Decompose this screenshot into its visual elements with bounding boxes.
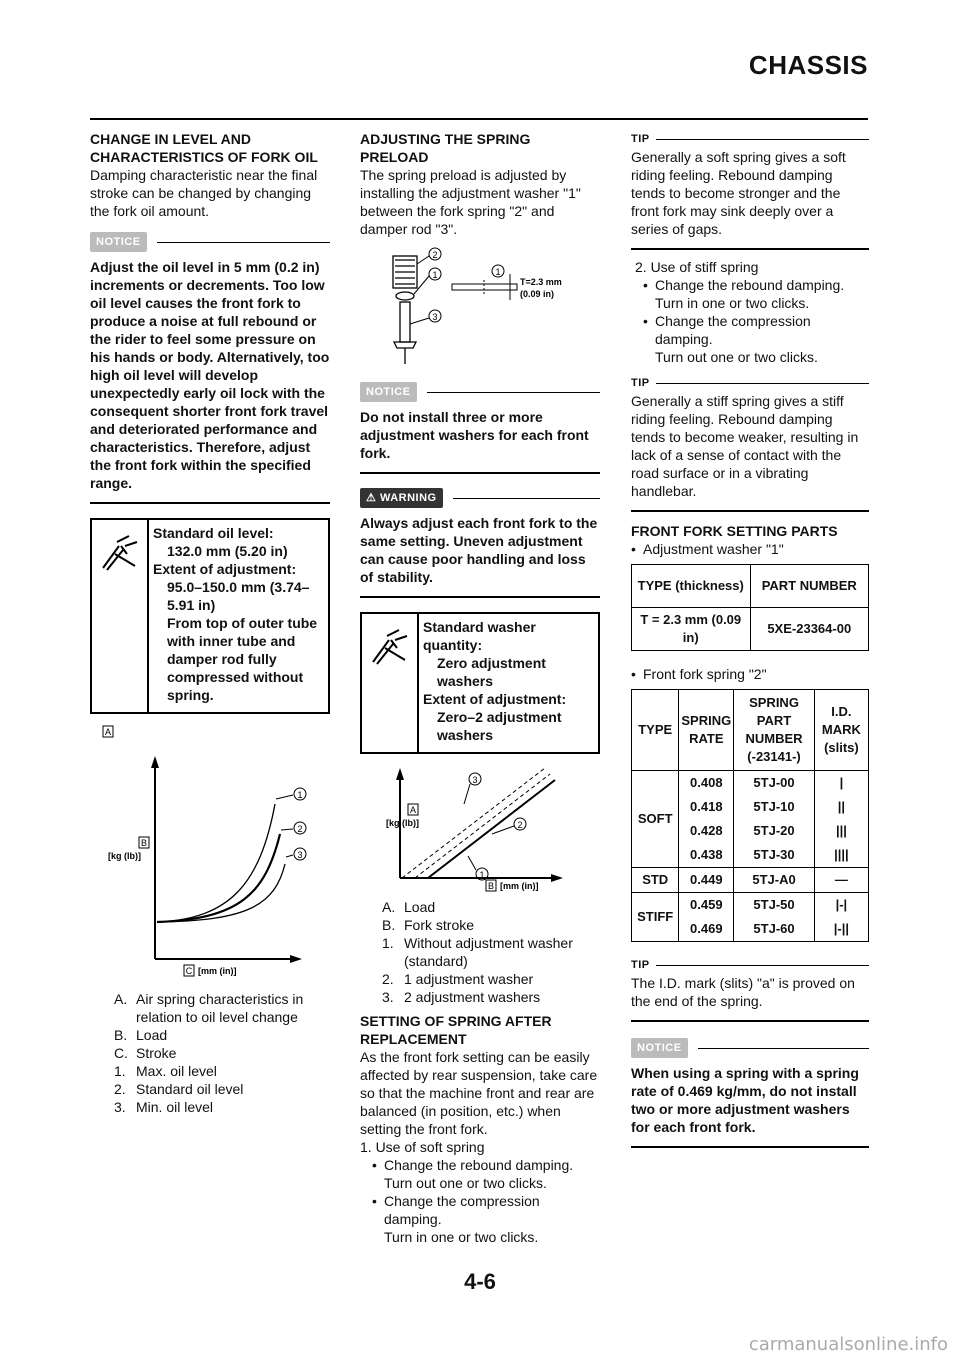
y-axis-label: [kg (lb)] bbox=[386, 818, 419, 828]
tip-label: TIP bbox=[631, 377, 650, 389]
notice-line bbox=[698, 1048, 869, 1049]
tip-label: TIP bbox=[631, 959, 650, 971]
notice-header bbox=[631, 1038, 869, 1058]
warning-badge: ⚠ WARNING bbox=[360, 488, 443, 508]
legend-item: 1. Max. oil level bbox=[114, 1063, 217, 1079]
bullet-item: • Front fork spring "2" bbox=[631, 666, 767, 682]
spec-line: From top of outer tube with inner tube and damper rod fully compressed without spring. bbox=[167, 615, 318, 703]
notice-rule bbox=[360, 472, 600, 474]
notice-box bbox=[631, 1038, 869, 1148]
column-2 bbox=[360, 130, 600, 1246]
warning-text: Always adjust each front fork to the same setting. Uneven adjustment can cause poor handling and loss of stability. bbox=[360, 515, 598, 585]
notice-rule bbox=[631, 1146, 869, 1148]
preload-figure bbox=[360, 766, 600, 892]
tip-line bbox=[656, 139, 869, 140]
section-heading: ADJUSTING THE SPRING PRELOAD bbox=[360, 131, 531, 165]
callout-1: 1 bbox=[297, 790, 303, 800]
table-header: TYPE (thickness) bbox=[632, 565, 751, 608]
section-heading: CHANGE IN LEVEL AND CHARACTERISTICS OF FORK OIL bbox=[90, 131, 318, 165]
callout-3: 3 bbox=[297, 850, 303, 860]
oil-level-figure bbox=[90, 724, 330, 980]
table-header: PART NUMBER bbox=[750, 565, 869, 608]
tip-box bbox=[631, 956, 869, 1022]
bullet-item: • Change the compression damping. bbox=[643, 313, 811, 347]
callout-3: 3 bbox=[432, 312, 438, 322]
table-header: I.D. MARK (slits) bbox=[814, 690, 868, 771]
spec-line: Extent of adjustment: bbox=[153, 561, 297, 577]
washer-diagram bbox=[360, 244, 600, 370]
tip-header bbox=[631, 130, 869, 148]
spec-box bbox=[360, 612, 600, 754]
bullet-item: • Change the compression damping. bbox=[372, 1193, 540, 1227]
notice-rule bbox=[90, 502, 330, 504]
callout-2: 2 bbox=[297, 824, 303, 834]
tip-line bbox=[656, 383, 869, 384]
spec-line: 132.0 mm (5.20 in) bbox=[167, 543, 288, 559]
washer-table bbox=[631, 564, 869, 651]
x-axis-label: [mm (in)] bbox=[198, 966, 237, 976]
thickness-label: T=2.3 mm bbox=[520, 277, 562, 287]
section-intro: The spring preload is adjusted by installing the adjustment washer "1" between the fork spring "2" and damper rod "3". bbox=[360, 167, 581, 237]
notice-box bbox=[360, 382, 600, 474]
table-row: STD 0.449 5TJ-A0 — bbox=[632, 868, 869, 893]
table-header: SPRING RATE bbox=[679, 690, 734, 771]
notice-text: When using a spring with a spring rate of 0.469 kg/mm, do not install two or more adjustment washers for each front fork. bbox=[631, 1065, 859, 1135]
bullet-item: • Adjustment washer "1" bbox=[631, 541, 784, 557]
legend-item: B. Fork stroke bbox=[382, 917, 475, 933]
bullet-sub: Turn out one or two clicks. bbox=[384, 1175, 547, 1191]
tip-text: The I.D. mark (slits) "a" is proved on the end of the spring. bbox=[631, 975, 855, 1009]
figure-legend bbox=[90, 990, 330, 1116]
legend-item: A. Load bbox=[382, 899, 436, 915]
tip-rule bbox=[631, 1020, 869, 1022]
legend-item: 2. 1 adjustment washer bbox=[382, 971, 534, 987]
table-cell: T = 2.3 mm (0.09 in) bbox=[632, 608, 751, 651]
tag-a: A bbox=[409, 805, 417, 815]
step-bullets bbox=[631, 276, 869, 366]
bullet-sub: Turn out one or two clicks. bbox=[655, 349, 818, 365]
callout-3: 3 bbox=[472, 775, 478, 785]
bullet-item: • Change the rebound damping. bbox=[372, 1157, 574, 1173]
spec-line: Extent of adjustment: bbox=[423, 691, 567, 707]
spec-body bbox=[419, 614, 598, 752]
legend-item: 1. Without adjustment washer (standard) bbox=[382, 935, 573, 969]
oil-level-graph bbox=[90, 724, 330, 980]
tag-c: C bbox=[185, 966, 193, 976]
table-header: TYPE bbox=[632, 690, 679, 771]
section-heading: SETTING OF SPRING AFTER REPLACEMENT bbox=[360, 1013, 552, 1047]
step-item: 1. Use of soft spring bbox=[360, 1139, 485, 1155]
column-3 bbox=[631, 130, 869, 1148]
bullet-sub: Turn in one or two clicks. bbox=[384, 1229, 539, 1245]
notice-line bbox=[427, 392, 600, 393]
washer-figure bbox=[360, 244, 600, 370]
section-intro: Damping characteristic near the final stroke can be changed by changing the fork oil amount. bbox=[90, 167, 318, 219]
tip-text: Generally a soft spring gives a soft riding feeling. Rebound damping tends to become stronger and the front fork may sink deeply over a series of gaps. bbox=[631, 149, 846, 237]
table-row: STIFF 0.459 5TJ-50 |-| bbox=[632, 893, 869, 918]
notice-header bbox=[90, 232, 330, 252]
spec-line: 95.0–150.0 mm (3.74–5.91 in) bbox=[167, 579, 310, 613]
figure-legend bbox=[360, 898, 600, 1006]
callout-1b: 1 bbox=[495, 267, 501, 277]
spec-line: Zero adjustment washers bbox=[437, 655, 546, 689]
spec-line: Standard washer quantity: bbox=[423, 619, 536, 653]
header-rule bbox=[90, 118, 868, 120]
tip-box bbox=[631, 130, 869, 250]
spring-table bbox=[631, 689, 869, 942]
step-item: 2. Use of stiff spring bbox=[635, 259, 759, 275]
notice-box bbox=[90, 232, 330, 504]
callout-2: 2 bbox=[517, 820, 523, 830]
bullet-item: • Change the rebound damping. bbox=[643, 277, 845, 293]
tag-b: B bbox=[487, 881, 495, 891]
tag-a: A bbox=[104, 727, 112, 737]
tip-header bbox=[631, 956, 869, 974]
spec-box bbox=[90, 518, 330, 714]
warning-icon: ⚠ bbox=[366, 492, 377, 504]
table-row: 0.418 5TJ-10 || bbox=[632, 795, 869, 819]
table-row: 0.438 5TJ-30 |||| bbox=[632, 843, 869, 868]
table-cell: 5XE-23364-00 bbox=[750, 608, 869, 651]
table-cell: SOFT bbox=[632, 771, 679, 868]
callout-1: 1 bbox=[479, 870, 485, 880]
bullet-sub: Turn in one or two clicks. bbox=[655, 295, 810, 311]
spec-body bbox=[149, 520, 328, 712]
callout-1: 1 bbox=[432, 270, 438, 280]
spec-line: Zero–2 adjustment washers bbox=[437, 709, 562, 743]
legend-item: 3. 2 adjustment washers bbox=[382, 989, 541, 1005]
tip-box bbox=[631, 374, 869, 512]
table-header: SPRING PART NUMBER (-23141-) bbox=[734, 690, 815, 771]
warning-line bbox=[453, 498, 600, 499]
page-title: CHASSIS bbox=[748, 50, 868, 80]
table-row: 0.469 5TJ-60 |-|| bbox=[632, 917, 869, 942]
legend-item: 3. Min. oil level bbox=[114, 1099, 214, 1115]
wrench-icon bbox=[92, 520, 149, 712]
legend-item: 2. Standard oil level bbox=[114, 1081, 244, 1097]
warning-box bbox=[360, 488, 600, 598]
notice-badge: NOTICE bbox=[360, 382, 417, 402]
tip-header bbox=[631, 374, 869, 392]
table-row: 0.428 5TJ-20 ||| bbox=[632, 819, 869, 843]
notice-text: Adjust the oil level in 5 mm (0.2 in) increments or decrements. Too low oil level causes the front fork to produce a noise at full rebound or the rider to feel some pressure on his hands or body. Alternatively, too high oil level will develop unexpectedly early oil lock with the consequent shorter front fork travel and deteriorated performance and characteristics. Therefore, adjust the front fork within the specified range. bbox=[90, 259, 330, 491]
notice-line bbox=[157, 242, 330, 243]
notice-badge: NOTICE bbox=[631, 1038, 688, 1058]
column-1 bbox=[90, 130, 330, 1116]
footer-watermark: carmanualsonline.info bbox=[748, 1334, 948, 1355]
tip-line bbox=[656, 965, 869, 966]
notice-badge: NOTICE bbox=[90, 232, 147, 252]
x-axis-label: [mm (in)] bbox=[500, 881, 539, 891]
y-axis-label: [kg (lb)] bbox=[108, 851, 141, 861]
tip-rule bbox=[631, 510, 869, 512]
section-heading: FRONT FORK SETTING PARTS bbox=[631, 523, 838, 539]
notice-header bbox=[360, 382, 600, 402]
legend-item: C. Stroke bbox=[114, 1045, 177, 1061]
step-bullets bbox=[360, 1156, 600, 1246]
warning-rule bbox=[360, 596, 600, 598]
table-row: SOFT 0.408 5TJ-00 | bbox=[632, 771, 869, 796]
tag-b: B bbox=[140, 838, 148, 848]
notice-text: Do not install three or more adjustment washers for each front fork. bbox=[360, 409, 589, 461]
warning-header bbox=[360, 488, 600, 508]
tip-rule bbox=[631, 248, 869, 250]
spec-line: Standard oil level: bbox=[153, 525, 274, 541]
callout-2: 2 bbox=[432, 250, 438, 260]
page-number: 4-6 bbox=[464, 1269, 496, 1294]
tip-text: Generally a stiff spring gives a stiff riding feeling. Rebound damping tends to become weaker, resulting in lack of a sense of contact with the road surface or in a vibrating handlebar. bbox=[631, 393, 859, 499]
legend-item: B. Load bbox=[114, 1027, 168, 1043]
tip-label: TIP bbox=[631, 133, 650, 145]
section-intro: As the front fork setting can be easily affected by rear suspension, take care so that the machine front and rear are balanced (in position, etc.) when setting the front fork. bbox=[360, 1049, 598, 1137]
preload-graph bbox=[360, 766, 600, 892]
legend-item: A. Air spring characteristics in relation to oil level change bbox=[114, 991, 304, 1025]
wrench-icon bbox=[362, 614, 419, 752]
thickness-label-in: (0.09 in) bbox=[520, 289, 555, 299]
